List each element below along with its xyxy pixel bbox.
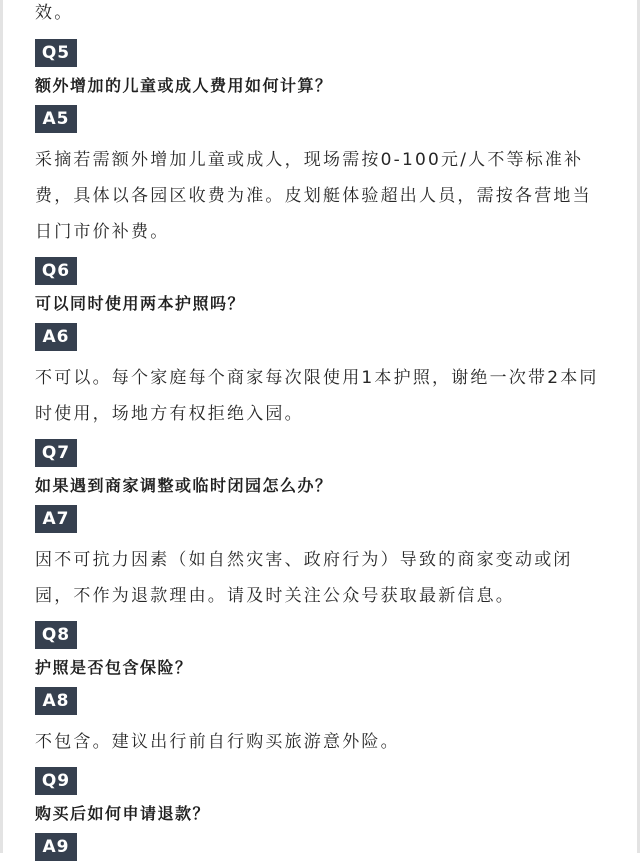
question-label-q7: Q7 <box>35 439 77 467</box>
answer-label-a9: A9 <box>35 833 77 861</box>
question-text-q6: 可以同时使用两本护照吗？ <box>35 294 246 313</box>
answer-line: 不可以。每个家庭每个商家每次限使用1本护照，谢绝一次带2本同 <box>35 368 599 388</box>
answer-text-a6 <box>35 360 610 432</box>
question-text-q7: 如果遇到商家调整或临时闭园怎么办？ <box>35 476 333 495</box>
answer-label-a8: A8 <box>35 687 77 715</box>
answer-line: 日门市价补费。 <box>35 222 170 242</box>
answer-label-a5: A5 <box>35 105 77 133</box>
answer-line: 不包含。建议出行前自行购买旅游意外险。 <box>35 732 400 752</box>
question-text-q9: 购买后如何申请退款？ <box>35 804 211 823</box>
faq-content <box>35 0 610 861</box>
question-label-q5: Q5 <box>35 39 77 67</box>
answer-label-a7: A7 <box>35 505 77 533</box>
question-text-q5: 额外增加的儿童或成人费用如何计算？ <box>35 76 333 95</box>
answer-label-a6: A6 <box>35 323 77 351</box>
answer-text-a5 <box>35 142 610 250</box>
answer-line: 时使用，场地方有权拒绝入园。 <box>35 404 304 424</box>
question-text-q8: 护照是否包含保险？ <box>35 658 193 677</box>
answer-fragment: 效。 <box>35 3 74 23</box>
question-label-q8: Q8 <box>35 621 77 649</box>
answer-line: 园，不作为退款理由。请及时关注公众号获取最新信息。 <box>35 586 515 606</box>
answer-line: 采摘若需额外增加儿童或成人，现场需按0-100元/人不等标准补 <box>35 150 584 170</box>
answer-line: 费，具体以各园区收费为准。皮划艇体验超出人员，需按各营地当 <box>35 186 592 206</box>
answer-text-a8 <box>35 724 610 760</box>
answer-text-a7 <box>35 542 610 614</box>
question-label-q6: Q6 <box>35 257 77 285</box>
answer-line: 因不可抗力因素（如自然灾害、政府行为）导致的商家变动或闭 <box>35 550 573 570</box>
page-border-left <box>0 0 3 853</box>
question-label-q9: Q9 <box>35 767 77 795</box>
